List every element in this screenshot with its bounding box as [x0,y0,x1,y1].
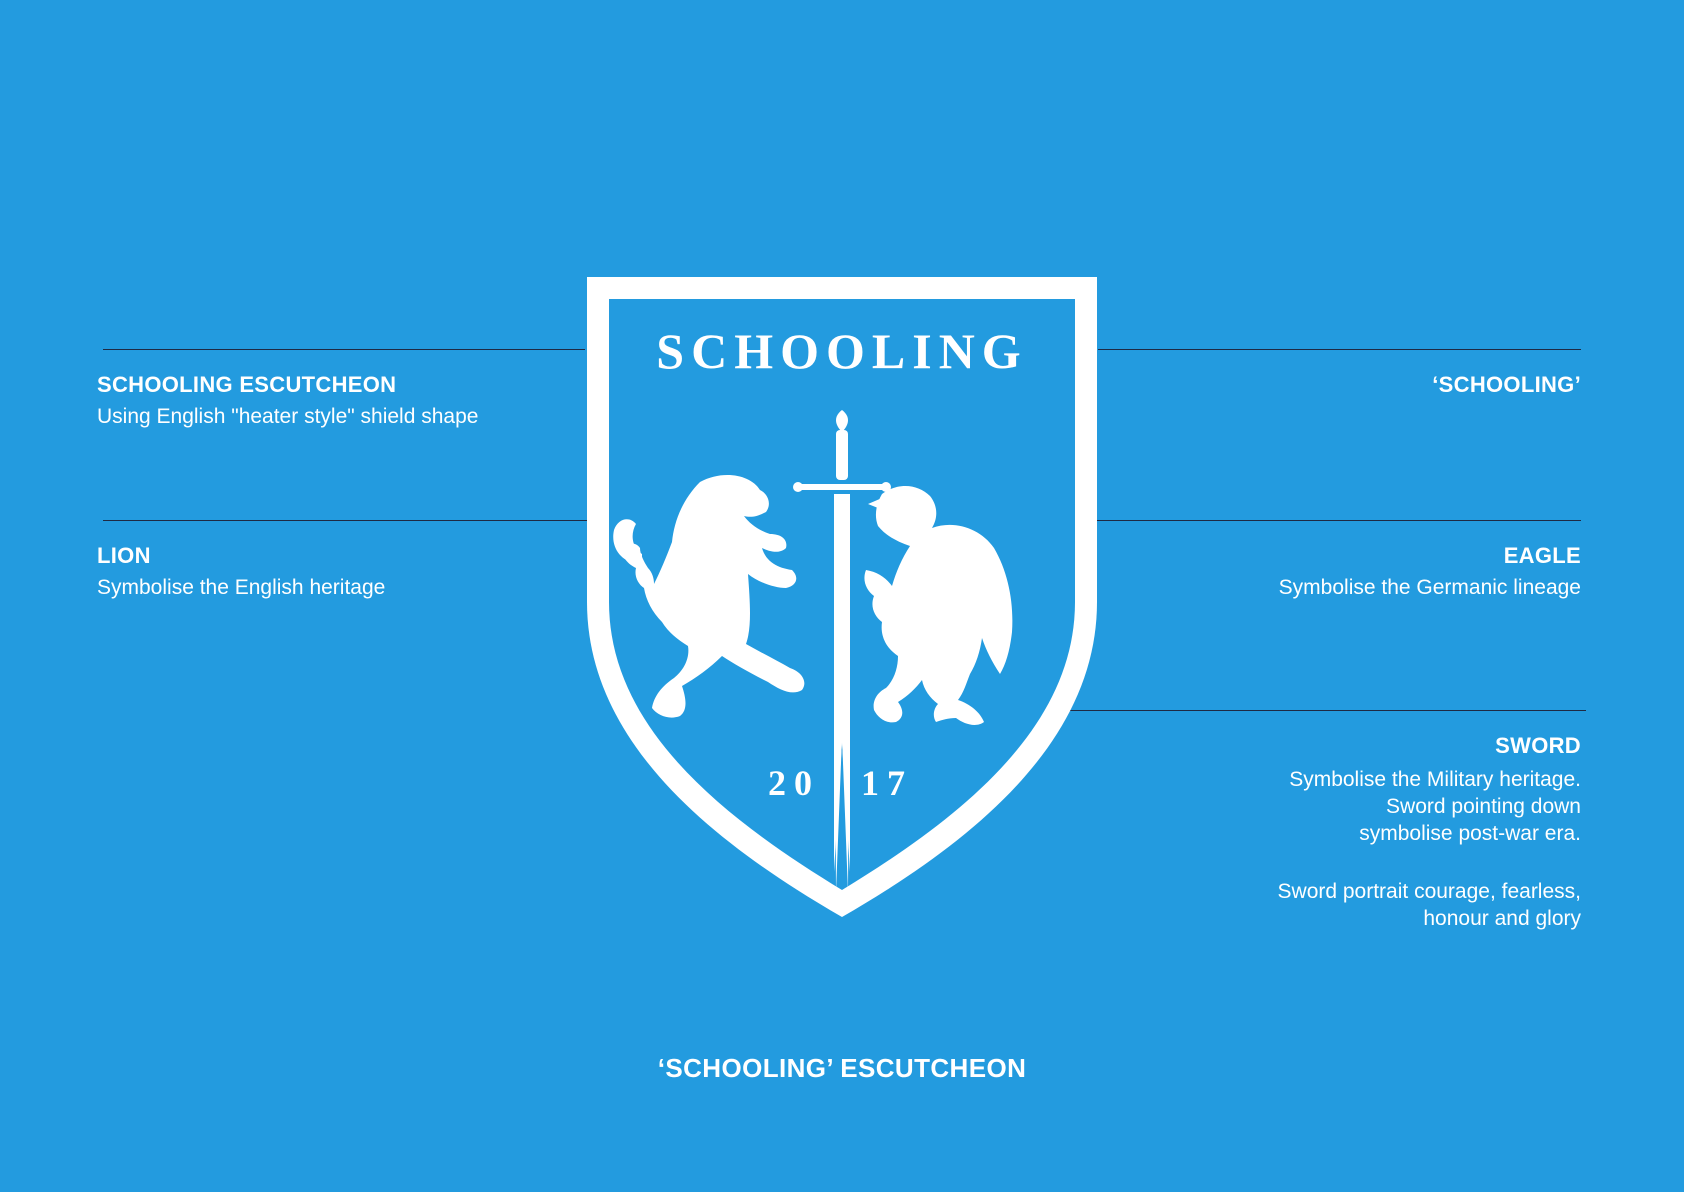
crest-year-right: 17 [861,763,913,803]
crest-year-left: 20 [768,763,820,803]
annotation-lion [97,542,385,601]
annotation-eagle [1279,542,1581,601]
annotation-title: LION [97,543,151,568]
annotation-escutcheon [97,371,478,430]
annotation-title: SCHOOLING ESCUTCHEON [97,372,397,397]
crest-name: SCHOOLING [656,323,1028,379]
diagram-caption: ‘SCHOOLING’ ESCUTCHEON [657,1053,1027,1083]
annotation-desc: Symbolise the English heritage [97,576,386,599]
annotation-schooling [1432,371,1581,399]
leader-line-escutcheon [103,349,585,350]
annotation-title: ‘SCHOOLING’ [1432,372,1581,397]
annotation-sword [1278,732,1581,932]
annotation-desc: Symbolise the Germanic lineage [1278,576,1581,599]
annotation-title: SWORD [1495,733,1581,758]
annotation-desc-2: Sword portrait courage, fearless, honour and glory [1277,880,1581,930]
leader-line-schooling [1098,349,1581,350]
schooling-crest [582,272,1102,922]
annotation-desc: Symbolise the Military heritage. Sword pointing down symbolise post-war era. [1289,768,1581,845]
annotation-title: EAGLE [1503,543,1581,568]
annotation-desc: Using English "heater style" shield shape [97,405,479,428]
leader-line-eagle [1035,520,1581,521]
